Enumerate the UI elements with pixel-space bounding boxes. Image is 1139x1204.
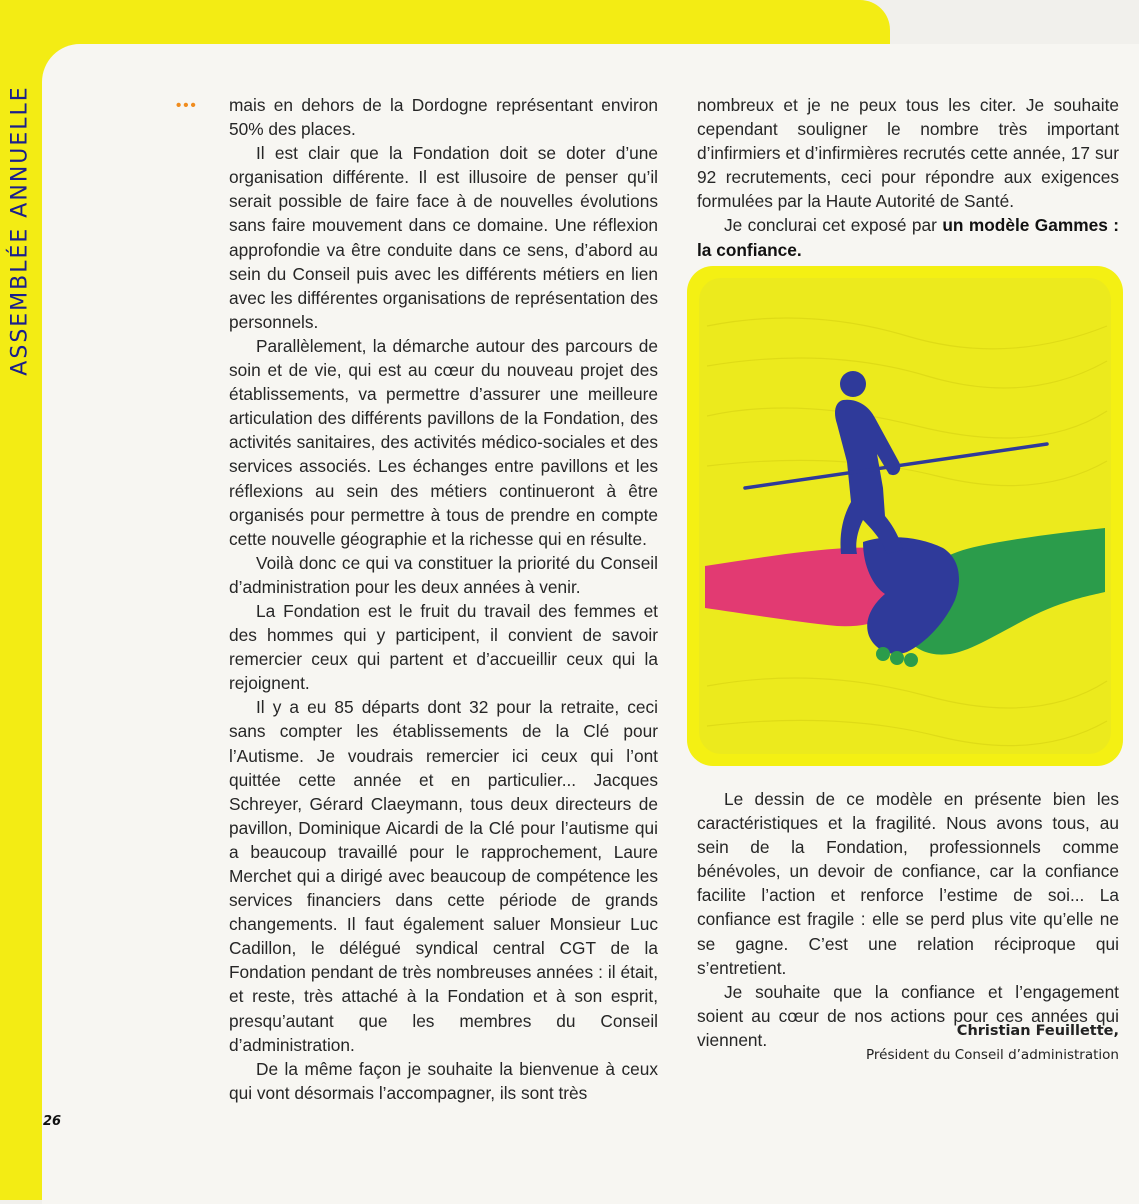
right-text-column-top	[697, 93, 1119, 262]
trust-illustration-drawing	[687, 266, 1123, 766]
signature-role: Président du Conseil d’administration	[866, 1047, 1119, 1063]
left-paragraph-5: La Fondation est le fruit du travail des femmes et des hommes qui y participent, il convient de savoir remercier ceux qui partent et d’accueillir ceux qui la rejoignent.	[229, 600, 658, 694]
section-side-title	[2, 40, 38, 420]
left-paragraph-1: mais en dehors de la Dordogne représentant environ 50% des places.	[229, 95, 658, 140]
left-paragraph-2: Il est clair que la Fondation doit se doter d’une organisation différente. Il est illusoire de penser qu’il serait possible de faire face à de nouvelles évolutions sans faire mouvement dans ce domaine. Une réflexion approfondie va être conduite dans ce sens, d’abord au sein du Conseil puis avec les différents métiers en lien avec les différentes organisations de représentation des personnels.	[229, 143, 658, 332]
left-paragraph-3: Parallèlement, la démarche autour des parcours de soin et de vie, qui est au cœur du nouveau projet des établissements, va permettre d’assurer une meilleure articulation des différents pavillons de la Fondation, des activités sanitaires, des activités médico-sociales et des services associés. Les échanges entre pavillons et les réflexions au sein des métiers continueront à être organisés pour permettre à tous de prendre en compte cette nouvelle géographie et la richesse qui en résulte.	[229, 335, 658, 549]
left-text-column	[229, 93, 658, 1105]
signature-block	[697, 1018, 1119, 1066]
left-paragraph-7: De la même façon je souhaite la bienvenue à ceux qui vont désormais l’accompagner, ils sont très	[229, 1058, 658, 1103]
page-number: 26	[43, 1114, 62, 1129]
model-title-bold: un modèle Gammes : la confiance.	[697, 215, 1119, 260]
right-paragraph-1: nombreux et je ne peux tous les citer. Je souhaite cependant souligner le nombre très important d’infirmiers et d’infirmières recrutés cette année, 17 sur 92 recrutements, ceci pour répondre aux exigences formulées par la Haute Autorité de Santé.	[697, 95, 1119, 212]
section-side-title-text: ASSEMBLÉE ANNUELLE	[7, 84, 33, 376]
right-paragraph-2	[697, 213, 1119, 261]
right-text-column-bottom	[697, 787, 1119, 1052]
right-paragraph-3: Le dessin de ce modèle en présente bien les caractéristiques et la fragilité. Nous avons tous, au sein de la Fondation, professionnels comme bénévoles, un devoir de confiance, car la confiance facilite l’action et renforce l’estime de soi... La confiance est fragile : elle se perd plus vite qu’elle ne se gagne. C’est une relation réciproque qui s’entretient.	[697, 789, 1119, 978]
illustration-inner-panel	[699, 278, 1111, 754]
right-paragraph-4: Je souhaite que la confiance et l’engagement soient au cœur de nos actions pour ces années qui viennent.	[697, 981, 1119, 1050]
left-paragraph-4: Voilà donc ce qui va constituer la priorité du Conseil d’administration pour les deux années à venir.	[229, 552, 658, 597]
left-paragraph-6: Il y a eu 85 départs dont 32 pour la retraite, ceci sans compter les établissements de la Clé pour l’Autisme. Je voudrais remercier ici ceux qui l’ont quittée cette année et en particulier... Jacques Schreyer, Gérard Claeymann, tous deux directeurs de pavillon, Dominique Aicardi de la Clé pour l’autisme qui a beaucoup travaillé pour le rapprochement, Laure Merchet qui a dirigé avec beaucoup de compétence les services financiers dans cette période de grands changements. Il faut également saluer Monsieur Luc Cadillon, le délégué syndical central CGT de la Fondation pendant de très nombreuses années : il était, et reste, très attaché à la Fondation et à son esprit, presqu’autant que les membres du Conseil d’administration.	[229, 697, 658, 1055]
right-paragraph-2-lead: Je conclurai cet exposé par	[724, 215, 943, 236]
trust-illustration	[687, 266, 1123, 766]
signature-name: Christian Feuillette,	[956, 1023, 1119, 1039]
continuation-dots-icon: •••	[176, 97, 198, 114]
